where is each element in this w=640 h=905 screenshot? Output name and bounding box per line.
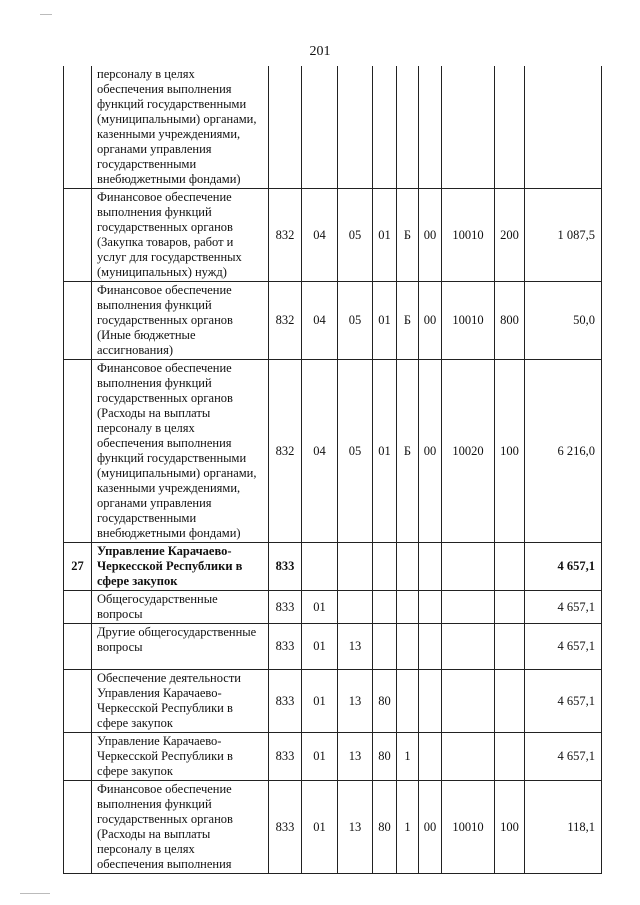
code-event (419, 670, 442, 733)
code-expense-type (495, 733, 525, 781)
code-subsection: 05 (338, 189, 373, 282)
code-section: 04 (302, 189, 338, 282)
code-expense-type: 800 (495, 282, 525, 360)
row-sum (525, 66, 602, 189)
row-name: персоналу в целях обеспечения выполнения функций государственными (муниципальными) органами, казенными учреждениями, органами управления государственными внебюджетными фондами) (92, 66, 269, 189)
code-subprogram: Б (397, 360, 419, 543)
code-section: 01 (302, 781, 338, 874)
code-direction (442, 733, 495, 781)
code-direction (442, 624, 495, 670)
code-subprogram (397, 543, 419, 591)
table-row (64, 591, 602, 624)
code-ministry: 832 (269, 360, 302, 543)
table-row (64, 189, 602, 282)
code-direction (442, 543, 495, 591)
row-sum: 118,1 (525, 781, 602, 874)
table-row (64, 66, 602, 189)
row-number (64, 781, 92, 874)
page-number: 201 (309, 44, 331, 59)
code-event: 00 (419, 282, 442, 360)
code-direction: 10010 (442, 189, 495, 282)
code-direction (442, 670, 495, 733)
code-expense-type: 100 (495, 360, 525, 543)
code-ministry: 832 (269, 282, 302, 360)
code-program: 80 (373, 781, 397, 874)
row-number (64, 66, 92, 189)
code-subprogram (397, 66, 419, 189)
code-event (419, 591, 442, 624)
row-sum: 4 657,1 (525, 733, 602, 781)
row-number (64, 733, 92, 781)
code-ministry: 833 (269, 591, 302, 624)
table-row (64, 282, 602, 360)
code-direction: 10010 (442, 781, 495, 874)
table-row (64, 543, 602, 591)
code-program: 01 (373, 189, 397, 282)
code-subsection: 13 (338, 733, 373, 781)
code-subsection (338, 543, 373, 591)
code-subsection: 13 (338, 781, 373, 874)
code-program (373, 66, 397, 189)
code-program: 80 (373, 670, 397, 733)
table-row (64, 781, 602, 874)
code-subprogram: 1 (397, 781, 419, 874)
code-section: 01 (302, 624, 338, 670)
code-event (419, 624, 442, 670)
row-name: Общегосударственные вопросы (92, 591, 269, 624)
code-program: 80 (373, 733, 397, 781)
row-name: Другие общегосударственные вопросы (92, 624, 269, 670)
code-program (373, 543, 397, 591)
code-direction (442, 66, 495, 189)
row-name: Управление Карачаево-Черкесской Республики в сфере закупок (92, 543, 269, 591)
code-section: 04 (302, 360, 338, 543)
code-subsection: 13 (338, 670, 373, 733)
code-subprogram (397, 624, 419, 670)
row-number (64, 624, 92, 670)
code-section: 01 (302, 591, 338, 624)
code-event: 00 (419, 189, 442, 282)
code-subprogram: Б (397, 189, 419, 282)
code-ministry: 832 (269, 189, 302, 282)
code-expense-type (495, 543, 525, 591)
table-row (64, 733, 602, 781)
code-section: 01 (302, 670, 338, 733)
code-subsection (338, 591, 373, 624)
code-direction (442, 591, 495, 624)
code-event (419, 66, 442, 189)
code-program (373, 591, 397, 624)
row-name: Финансовое обеспечение выполнения функций государственных органов (Расходы на выплаты персоналу в целях обеспечения выполнения (92, 781, 269, 874)
row-sum: 4 657,1 (525, 543, 602, 591)
code-expense-type: 200 (495, 189, 525, 282)
table-row (64, 670, 602, 733)
code-ministry (269, 66, 302, 189)
code-subprogram (397, 591, 419, 624)
code-subsection: 05 (338, 360, 373, 543)
row-number (64, 670, 92, 733)
code-ministry: 833 (269, 624, 302, 670)
code-program: 01 (373, 360, 397, 543)
row-sum: 50,0 (525, 282, 602, 360)
row-number: 27 (64, 543, 92, 591)
row-name: Финансовое обеспечение выполнения функций государственных органов (Расходы на выплаты персоналу в целях обеспечения выполнения функций государственными (муниципальными) органами, казенными учреждениями, органами управления государственными внебюджетными фондами) (92, 360, 269, 543)
code-section: 04 (302, 282, 338, 360)
code-expense-type (495, 624, 525, 670)
code-event: 00 (419, 781, 442, 874)
code-program: 01 (373, 282, 397, 360)
code-subprogram: Б (397, 282, 419, 360)
row-number (64, 360, 92, 543)
code-subsection: 05 (338, 282, 373, 360)
code-expense-type (495, 66, 525, 189)
row-name: Обеспечение деятельности Управления Карачаево-Черкесской Республики в сфере закупок (92, 670, 269, 733)
budget-table (63, 66, 602, 874)
row-number (64, 591, 92, 624)
code-ministry: 833 (269, 733, 302, 781)
code-subsection (338, 66, 373, 189)
code-event (419, 733, 442, 781)
code-ministry: 833 (269, 781, 302, 874)
code-subprogram: 1 (397, 733, 419, 781)
code-ministry: 833 (269, 543, 302, 591)
scan-artifact-bottom (20, 893, 50, 894)
code-section: 01 (302, 733, 338, 781)
code-section (302, 66, 338, 189)
scan-artifact-top (40, 14, 52, 15)
code-section (302, 543, 338, 591)
code-direction: 10020 (442, 360, 495, 543)
code-expense-type (495, 591, 525, 624)
table-row (64, 360, 602, 543)
code-subsection: 13 (338, 624, 373, 670)
code-program (373, 624, 397, 670)
row-sum: 4 657,1 (525, 624, 602, 670)
code-direction: 10010 (442, 282, 495, 360)
code-expense-type: 100 (495, 781, 525, 874)
table-row (64, 624, 602, 670)
row-number (64, 189, 92, 282)
code-ministry: 833 (269, 670, 302, 733)
row-sum: 4 657,1 (525, 591, 602, 624)
code-event (419, 543, 442, 591)
row-sum: 6 216,0 (525, 360, 602, 543)
code-subprogram (397, 670, 419, 733)
code-event: 00 (419, 360, 442, 543)
code-expense-type (495, 670, 525, 733)
row-name: Финансовое обеспечение выполнения функций государственных органов (Закупка товаров, работ и услуг для государственных (муниципальных) нужд) (92, 189, 269, 282)
row-number (64, 282, 92, 360)
row-name: Управление Карачаево-Черкесской Республики в сфере закупок (92, 733, 269, 781)
row-name: Финансовое обеспечение выполнения функций государственных органов (Иные бюджетные ассигнования) (92, 282, 269, 360)
row-sum: 1 087,5 (525, 189, 602, 282)
row-sum: 4 657,1 (525, 670, 602, 733)
